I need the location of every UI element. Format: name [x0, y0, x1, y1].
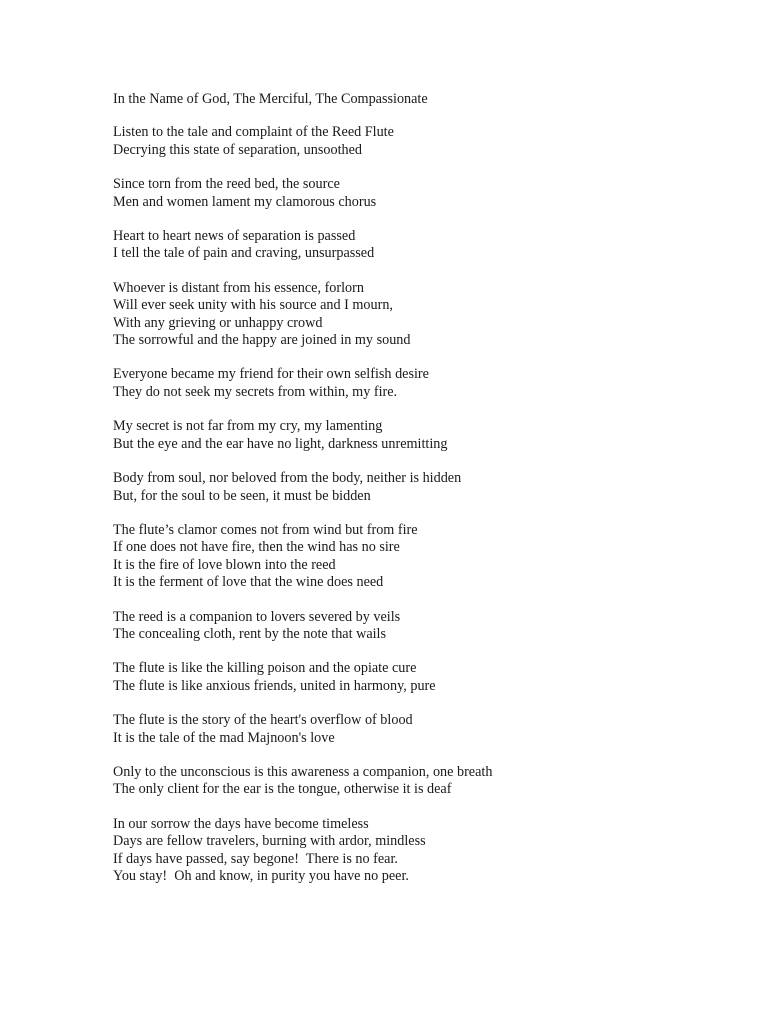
document-page	[113, 91, 733, 902]
poem-line: The concealing cloth, rent by the note that wails	[113, 625, 387, 642]
poem-line: Listen to the tale and complaint of the Reed Flute	[113, 124, 394, 141]
poem-line: The sorrowful and the happy are joined in my sound	[113, 332, 411, 349]
poem-line: Body from soul, nor beloved from the body, neither is hidden	[113, 470, 462, 487]
poem-stanza	[113, 522, 733, 592]
poem-line: It is the tale of the mad Majnoon's love	[113, 729, 335, 746]
poem-stanza	[113, 470, 733, 505]
poem-line: But, for the soul to be seen, it must be bidden	[113, 487, 371, 504]
poem-line: My secret is not far from my cry, my lamenting	[113, 418, 383, 435]
poem-line: The flute is like the killing poison and the opiate cure	[113, 660, 417, 677]
poem-line: But the eye and the ear have no light, darkness unremitting	[113, 435, 448, 452]
poem-line: Heart to heart news of separation is passed	[113, 228, 356, 245]
poem-stanza	[113, 609, 733, 644]
poem-line: Only to the unconscious is this awareness a companion, one breath	[113, 763, 493, 780]
poem-line: You stay! Oh and know, in purity you have no peer.	[113, 868, 409, 884]
poem-line: It is the fire of love blown into the reed	[113, 556, 336, 573]
poem-line: In our sorrow the days have become timeless	[113, 815, 369, 832]
poem-line: The flute’s clamor comes not from wind but from fire	[113, 521, 418, 538]
poem-line: Everyone became my friend for their own selfish desire	[113, 366, 429, 383]
poem-line: Will ever seek unity with his source and I mourn,	[113, 297, 393, 314]
poem-stanza	[113, 124, 733, 159]
poem-line: They do not seek my secrets from within, my fire.	[113, 383, 398, 400]
poem-line: The only client for the ear is the tongue, otherwise it is deaf	[113, 781, 452, 798]
document-title: In the Name of God, The Merciful, The Compassionate	[113, 91, 428, 107]
poem-stanza	[113, 418, 733, 453]
poem-line: I tell the tale of pain and craving, unsurpassed	[113, 245, 375, 262]
poem-line: Days are fellow travelers, burning with ardor, mindless	[113, 833, 426, 850]
poem-line: The flute is the story of the heart's overflow of blood	[113, 712, 413, 729]
poem-line: The flute is like anxious friends, united in harmony, pure	[113, 677, 436, 694]
poem-stanza	[113, 176, 733, 211]
poem-stanza	[113, 228, 733, 263]
poem-stanza	[113, 816, 733, 886]
poem-line: If days have passed, say begone! There is no fear.	[113, 850, 398, 867]
poem-line: The reed is a companion to lovers severed by veils	[113, 608, 401, 625]
poem-body	[113, 124, 733, 885]
poem-line: It is the ferment of love that the wine does need	[113, 574, 384, 591]
poem-line: Men and women lament my clamorous chorus	[113, 193, 377, 210]
poem-line: Since torn from the reed bed, the source	[113, 176, 340, 193]
poem-stanza	[113, 280, 733, 350]
poem-line: If one does not have fire, then the wind has no sire	[113, 539, 400, 556]
poem-stanza	[113, 712, 733, 747]
poem-line: Whoever is distant from his essence, forlorn	[113, 279, 364, 296]
poem-line: With any grieving or unhappy crowd	[113, 314, 323, 331]
poem-stanza	[113, 660, 733, 695]
poem-line: Decrying this state of separation, unsoothed	[113, 141, 363, 158]
poem-stanza	[113, 764, 733, 799]
poem-stanza	[113, 366, 733, 401]
